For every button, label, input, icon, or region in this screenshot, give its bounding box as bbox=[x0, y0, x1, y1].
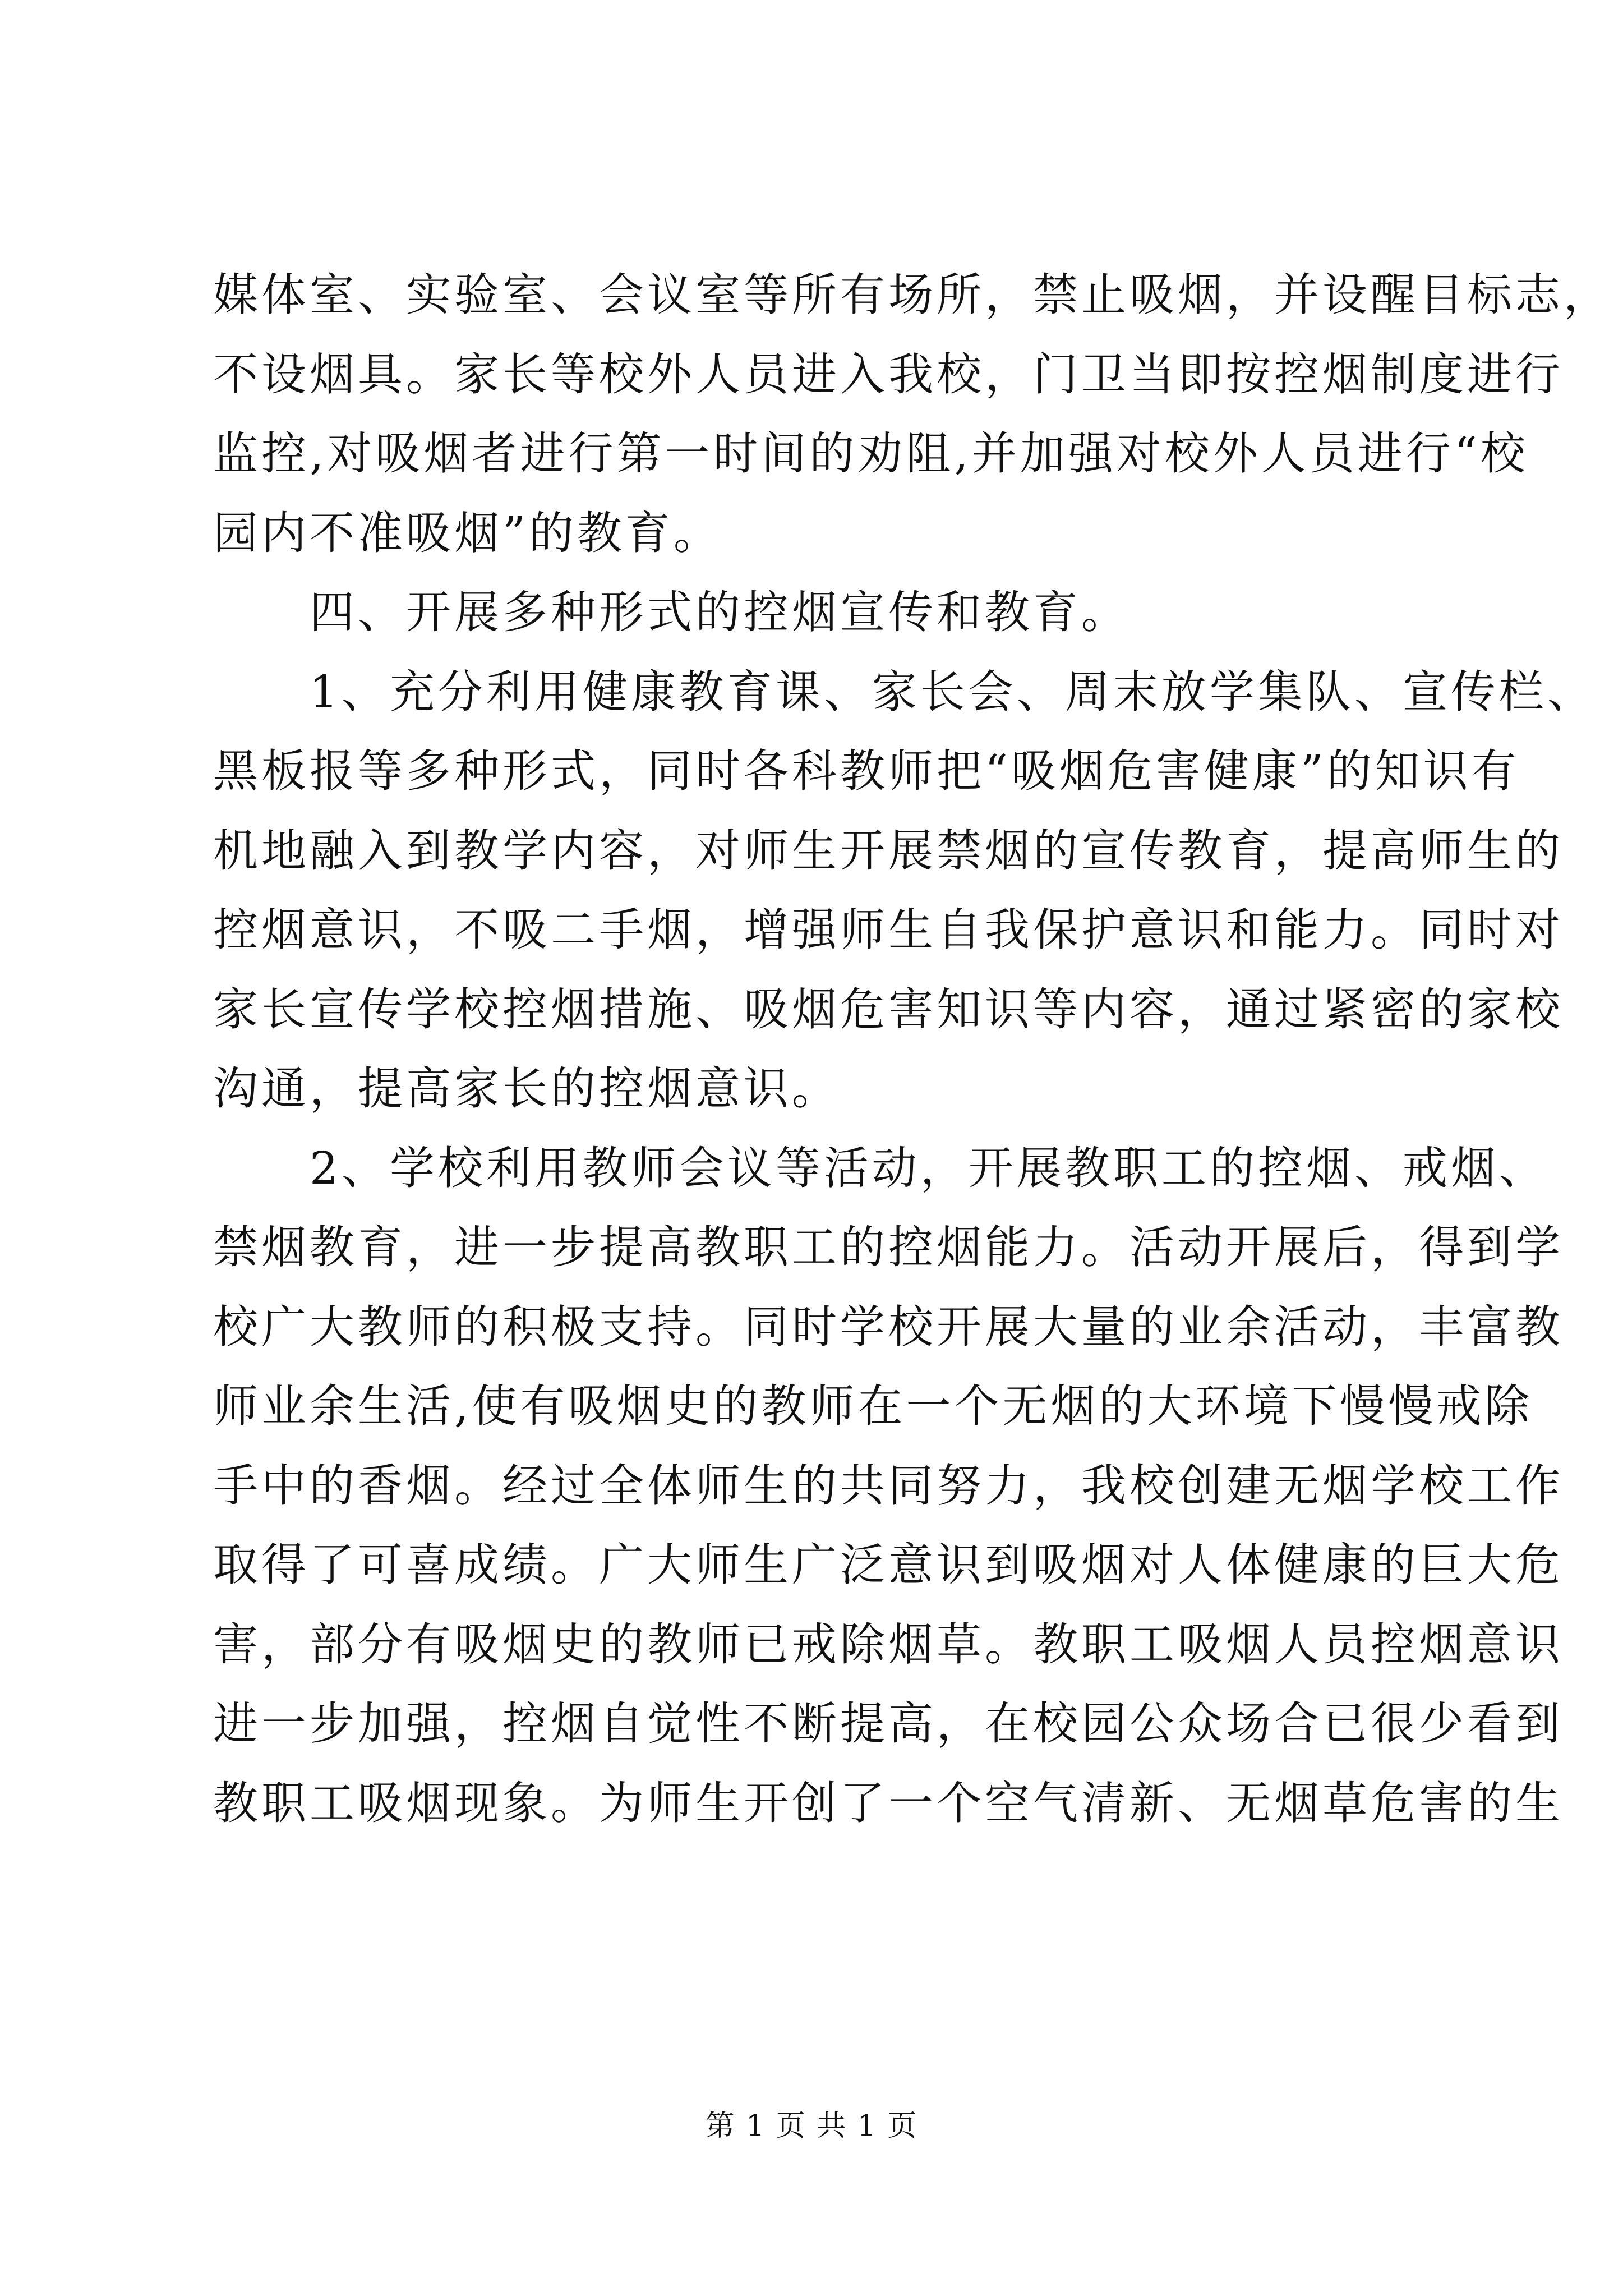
text-line: 机地融入到教学内容，对师生开展禁烟的宣传教育，提高师生的 bbox=[213, 824, 1564, 877]
text-line: 黑板报等多种形式，同时各科教师把“吸烟危害健康”的知识有 bbox=[213, 745, 1520, 797]
text-line: 沟通，提高家长的控烟意识。 bbox=[213, 1062, 840, 1115]
paragraph-item-2 bbox=[213, 1129, 1564, 1843]
text-line: 禁烟教育，进一步提高教职工的控烟能力。活动开展后，得到学 bbox=[213, 1221, 1564, 1273]
text-line: 四、开展多种形式的控烟宣传和教育。 bbox=[310, 586, 1129, 638]
text-line: 园内不准吸烟”的教育。 bbox=[213, 507, 722, 559]
document-body bbox=[213, 255, 1612, 1843]
text-line: 不设烟具。家长等校外人员进入我校，门卫当即按控烟制度进行 bbox=[213, 348, 1564, 401]
text-line: 校广大教师的积极支持。同时学校开展大量的业余活动，丰富教 bbox=[213, 1300, 1564, 1353]
text-line: 教职工吸烟现象。为师生开创了一个空气清新、无烟草危害的生 bbox=[213, 1777, 1564, 1829]
text-line: 家长宣传学校控烟措施、吸烟危害知识等内容，通过紧密的家校 bbox=[213, 983, 1564, 1036]
text-line: 监控,对吸烟者进行第一时间的劝阻,并加强对校外人员进行“校 bbox=[213, 427, 1529, 480]
text-line: 害，部分有吸烟史的教师已戒除烟草。教职工吸烟人员控烟意识 bbox=[213, 1618, 1564, 1671]
page-footer bbox=[0, 2106, 1623, 2146]
text-line: 2、学校利用教师会议等活动，开展教职工的控烟、戒烟、 bbox=[310, 1142, 1547, 1194]
text-line: 取得了可喜成绩。广大师生广泛意识到吸烟对人体健康的巨大危 bbox=[213, 1539, 1564, 1591]
text-line: 师业余生活,使有吸烟史的教师在一个无烟的大环境下慢慢戒除 bbox=[213, 1380, 1533, 1432]
section-heading-publicity bbox=[213, 573, 1424, 652]
paragraph-school-no-smoking bbox=[213, 255, 1612, 573]
text-line: 手中的香烟。经过全体师生的共同努力，我校创建无烟学校工作 bbox=[213, 1459, 1564, 1512]
paragraph-item-1 bbox=[213, 652, 1596, 1129]
text-line: 进一步加强，控烟自觉性不断提高，在校园公众场合已很少看到 bbox=[213, 1697, 1564, 1750]
page-number-label: 第 1 页 共 1 页 bbox=[705, 2109, 918, 2143]
text-line: 1、充分利用健康教育课、家长会、周末放学集队、宣传栏、 bbox=[310, 665, 1596, 718]
text-line: 媒体室、实验室、会议室等所有场所，禁止吸烟，并设醒目标志， bbox=[213, 269, 1612, 321]
text-line: 控烟意识，不吸二手烟，增强师生自我保护意识和能力。同时对 bbox=[213, 904, 1564, 956]
